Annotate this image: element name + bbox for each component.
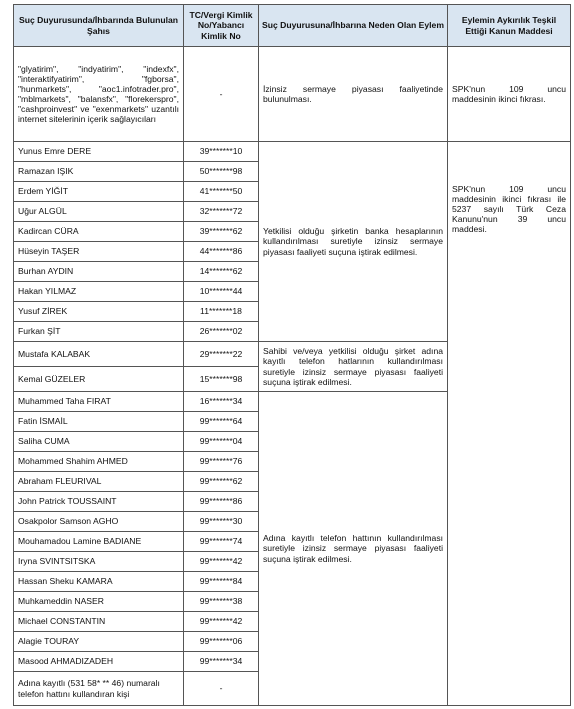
person-id: 99*******62 [184, 472, 259, 492]
person-name: Kemal GÜZELER [14, 367, 184, 392]
person-name: Osakpolor Samson AGHO [14, 512, 184, 532]
person-name: Hassan Sheku KAMARA [14, 572, 184, 592]
person-name: Erdem YİĞİT [14, 182, 184, 202]
person-id: 99*******30 [184, 512, 259, 532]
person-name: John Patrick TOUSSAINT [14, 492, 184, 512]
person-name: Burhan AYDIN [14, 262, 184, 282]
person-name: Alagie TOURAY [14, 632, 184, 652]
person-id: 29*******22 [184, 342, 259, 367]
person-id: - [184, 672, 259, 706]
person-name: Yunus Emre DERE [14, 142, 184, 162]
person-name: Mohammed Shahim AHMED [14, 452, 184, 472]
person-id: 99*******86 [184, 492, 259, 512]
person-name: Iryna SVINTSITSKA [14, 552, 184, 572]
person-id: 14*******62 [184, 262, 259, 282]
complaint-table [13, 4, 571, 706]
person-name: Uğur ALGÜL [14, 202, 184, 222]
person-id: 99*******42 [184, 552, 259, 572]
person-name: Saliha CUMA [14, 432, 184, 452]
person-id: 99*******76 [184, 452, 259, 472]
law-cell: SPK'nun 109 uncu maddesinin ikinci fıkrası. [448, 47, 571, 142]
person-name: Muhkameddin NASER [14, 592, 184, 612]
person-name: Michael CONSTANTIN [14, 612, 184, 632]
phone-line-user-cell: Adına kayıtlı (531 58* ** 46) numaralı telefon hattını kullandıran kişi [14, 672, 184, 706]
person-id: 99*******74 [184, 532, 259, 552]
person-id: 26*******02 [184, 322, 259, 342]
person-id: 15*******98 [184, 367, 259, 392]
person-name: Hüseyin TAŞER [14, 242, 184, 262]
person-id: 16*******34 [184, 392, 259, 412]
header-id: TC/Vergi Kimlik No/Yabancı Kimlik No [184, 5, 259, 47]
law-combined: SPK'nun 109 uncu maddesinin ikinci fıkrası ile 5237 sayılı Türk Ceza Kanunu'nun 39 uncu maddesi. [448, 142, 571, 706]
person-name: Mustafa KALABAK [14, 342, 184, 367]
person-id: 99*******06 [184, 632, 259, 652]
id-cell: - [184, 47, 259, 142]
event-cell: İzinsiz sermaye piyasası faaliyetinde bulunulması. [259, 47, 448, 142]
person-id: 11*******18 [184, 302, 259, 322]
person-id: 99*******04 [184, 432, 259, 452]
event-company-phone-lines: Sahibi ve/veya yetkilisi olduğu şirket adına kayıtlı telefon hatlarının kullandırılması suretiyle izinsiz sermaye piyasası faaliyeti suçuna iştirak edilmesi. [259, 342, 448, 392]
websites-cell: "glyatirim", "indyatirim", "indexfx", "interaktifyatirim", "fgborsa", "hunmarkets", "aoc1.infotrader.pro", "mblmarkets", "balansfx", "florekerspro", "cashproinvest" ve "exenmarkets" uzantılı internet sitelerinin içerik sağlayıcıları [14, 47, 184, 142]
person-id: 99*******84 [184, 572, 259, 592]
person-id: 99*******38 [184, 592, 259, 612]
person-name: Ramazan IŞIK [14, 162, 184, 182]
person-name: Mouhamadou Lamine BADIANE [14, 532, 184, 552]
person-id: 99*******42 [184, 612, 259, 632]
person-id: 99*******34 [184, 652, 259, 672]
header-person: Suç Duyurusunda/İhbarında Bulunulan Şahıs [14, 5, 184, 47]
person-id: 99*******64 [184, 412, 259, 432]
person-id: 39*******10 [184, 142, 259, 162]
person-name: Masood AHMADIZADEH [14, 652, 184, 672]
event-bank-accounts: Yetkilisi olduğu şirketin banka hesaplarının kullandırılması suretiyle izinsiz sermaye piyasası faaliyeti suçuna iştirak edilmesi. [259, 142, 448, 342]
person-id: 10*******44 [184, 282, 259, 302]
person-id: 44*******86 [184, 242, 259, 262]
person-id: 39*******62 [184, 222, 259, 242]
person-name: Furkan ŞİT [14, 322, 184, 342]
person-name: Abraham FLEURIVAL [14, 472, 184, 492]
person-name: Yusuf ZİREK [14, 302, 184, 322]
person-id: 41*******50 [184, 182, 259, 202]
person-name: Hakan YILMAZ [14, 282, 184, 302]
person-name: Kadircan CÜRA [14, 222, 184, 242]
header-law: Eylemin Aykırılık Teşkil Ettiği Kanun Maddesi [448, 5, 571, 47]
event-personal-phone-line: Adına kayıtlı telefon hattının kullandırılması suretiyle izinsiz sermaye piyasası faaliyeti suçuna iştirak edilmesi. [259, 392, 448, 706]
person-id: 32*******72 [184, 202, 259, 222]
header-event: Suç Duyurusuna/İhbarına Neden Olan Eylem [259, 5, 448, 47]
person-id: 50*******98 [184, 162, 259, 182]
person-name: Muhammed Taha FIRAT [14, 392, 184, 412]
person-name: Fatin İSMAİL [14, 412, 184, 432]
